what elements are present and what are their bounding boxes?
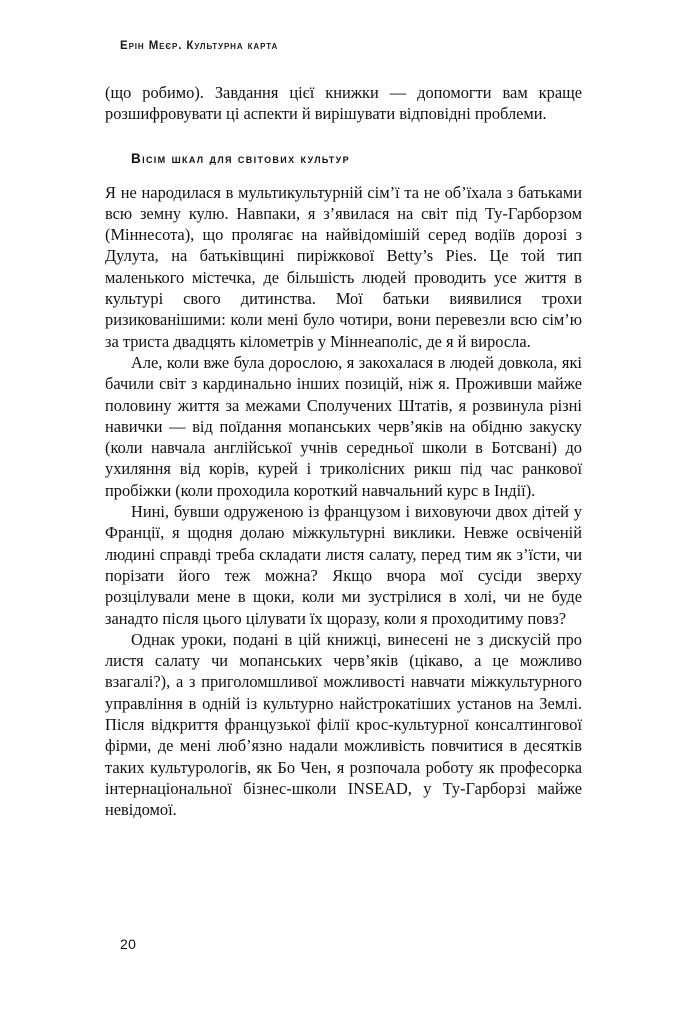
running-header: Ерін Меєр. Культурна карта [120, 40, 279, 52]
paragraph-2: Я не народилася в мультикультурній сім’ї та не об’їхала з батьками всю земну кулю. Навпаки, я з’явилася на світ під Ту-Гарборзом (Міннесота), що пролягає на найвідомішій серед водіїв дорозі з Дулута, на батьківщині пиріжкової Betty’s Pies. Це той тип маленького містечка, де більшість людей проводить усе життя в культурі свого дитинства. Мої батьки виявилися трохи ризикованішими: коли мені було чотири, вони перевезли всю сім’ю за триста двадцять кілометрів у Міннеаполіс, де я й виросла. [105, 182, 582, 351]
section-heading: Вісім шкал для світових культур [131, 150, 350, 166]
paragraph-5: Однак уроки, подані в цій книжці, винесені не з дискусій про листя салату чи мопанських черв’яків (цікаво, а це можливо взагалі?), а з приголомшливої можливості навчати міжкультурного управління в одній із культурно найстрокатіших установ на Землі. Після відкриття французької філії крос-культурної консалтингової фірми, де мені люб’язно надали можливість повчитися в десятків таких культурологів, як Бо Чен, я розпочала роботу як професорка інтернаціональної бізнес-школи INSEAD, у Ту-Гарборзі майже невідомої. [105, 629, 582, 820]
page-content [105, 82, 582, 821]
paragraph-3: Але, коли вже була дорослою, я закохалася в людей довкола, які бачили світ з кардинально інших позицій, ніж я. Проживши майже половину життя за межами Сполучених Штатів, я розвинула різні навички — від поїдання мопанських черв’яків на обідню закуску (коли навчала англійської учнів середньої школи в Ботсвані) до ухиляння від корів, курей і триколісних рикш під час ранкової пробіжки (коли проходила короткий навчальний курс в Індії). [105, 352, 582, 500]
paragraph-4: Нині, бувши одруженою із французом і виховуючи двох дітей у Франції, я щодня долаю міжкультурні виклики. Невже освіченій людині справді треба складати листя салату, перед тим як з’їсти, чи порізати його теж можна? Якщо вчора мої сусіди зверху розцілували мене в щоки, коли ми зустрілися в холі, чи не буде занадто після цього цілувати їх щоразу, коли я проходитиму повз? [105, 502, 582, 628]
paragraph-continuation: (що робимо). Завдання цієї книжки — допомогти вам краще розшифровувати ці аспекти й вирішувати відповідні проблеми. [105, 83, 582, 124]
page-number: 20 [120, 936, 137, 952]
